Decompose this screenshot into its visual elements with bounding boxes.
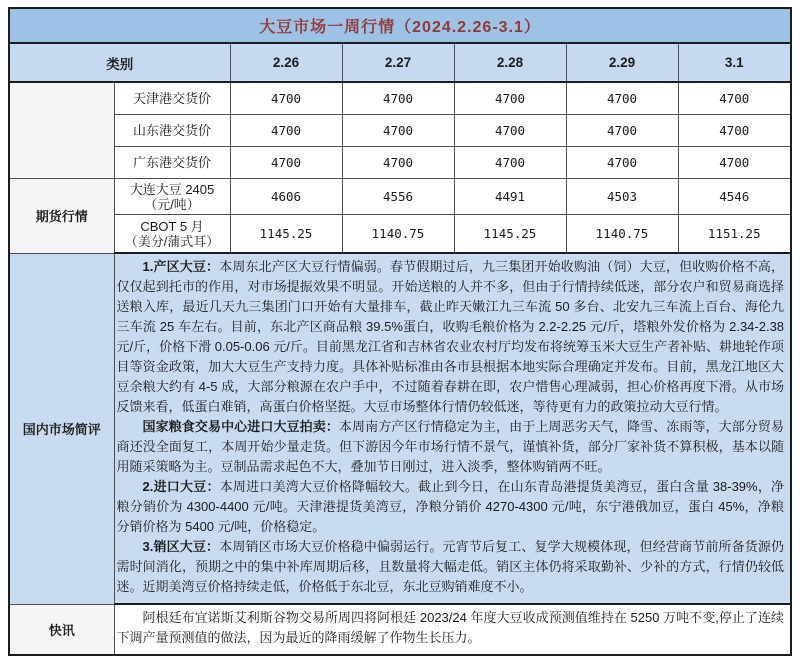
commentary-paragraph-3: [117, 477, 785, 537]
price-cell: 4606: [230, 179, 342, 215]
price-cell: 1151.25: [678, 215, 791, 254]
news-text-cell: [114, 604, 791, 655]
soybean-weekly-table: [8, 7, 792, 656]
paragraph-text: 本周销区市场大豆价格稳中偏弱运行。元宵节后复工、复学大规模体现，但经营商节前所备货源仍需时间消化，预期之中的集中补库周期后移，且数量将大幅走低。销区主体仍将采取勤补、少补的方式，行情仍较低迷。近期美湾豆价格持续走低，价格低于东北豆，东北豆购销难度不小。: [116, 539, 785, 594]
price-cell: 4556: [342, 179, 454, 215]
category-header: 类别: [9, 43, 230, 82]
price-cell: 4546: [678, 179, 791, 215]
price-cell: 4700: [342, 115, 454, 147]
price-cell: 1140.75: [566, 215, 678, 254]
date-header-4: 2.29: [566, 43, 678, 82]
row-label-guangdong: 广东港交货价: [114, 147, 230, 179]
table-row: [9, 82, 791, 115]
paragraph-lead: 国家粮食交易中心进口大豆拍卖：: [142, 419, 339, 434]
price-cell: 4700: [230, 82, 342, 115]
price-cell: 4700: [454, 82, 566, 115]
price-cell: 4700: [566, 82, 678, 115]
price-cell: 1145.25: [454, 215, 566, 254]
commentary-paragraph-4: [117, 537, 785, 597]
paragraph-text: 本周东北产区大豆行情偏弱。春节假期过后，九三集团开始收购油（饲）大豆，但收购价格不高，仅仅起到托市的作用，对市场提振效果不明显。开始送粮的人并不多，但由于行情持续低迷，部分农户和贸易商选择送粮入库，最近几天九三集团门口开始有大量排车，截止昨天嫩江九三车流 50 多台、北安九三车流上百台、海伦九三车流 25 车左右。目前，东北产区商品粮 39.5%蛋白，收购毛粮价格为 2.2-2.25 元/斤，塔粮外发价格为 2.34-2.38 元/斤，价格下滑 0.05-0.06 元/斤。目前黑龙江省和吉林省农业农村厅均发布将统筹玉米大豆生产者补贴、耕地轮作项目等资金政策，加大大豆生产支持力度。具体补贴标准由各市县根据本地实际合理确定并发布。目前，黑龙江地区大豆余粮大约有 4-5 成，大部分粮源在农户手中，不过随着春耕在即，农户惜售心理减弱，担心价格再度下滑。从市场反馈来看，低蛋白难销，高蛋白价格坚挺。大豆市场整体行情仍较低迷，等待更有力的政策拉动大豆行情。: [116, 259, 785, 414]
table-title: 大豆市场一周行情（2024.2.26-3.1）: [9, 8, 791, 43]
price-cell: 4700: [342, 147, 454, 179]
news-text: 阿根廷布宜诺斯艾利斯谷物交易所周四将阿根廷 2023/24 年度大豆收成预测值维持在 5250 万吨不变,停止了连续下调产量预测值的做法，因为最近的降雨缓解了作物生长压力。: [116, 610, 785, 645]
price-cell: 4700: [230, 147, 342, 179]
date-header-1: 2.26: [230, 43, 342, 82]
table-row: [9, 147, 791, 179]
price-cell: 4700: [678, 82, 791, 115]
price-cell: 1145.25: [230, 215, 342, 254]
row-label-shandong: 山东港交货价: [114, 115, 230, 147]
price-cell: 4700: [566, 147, 678, 179]
price-cell: 4700: [566, 115, 678, 147]
row-label-dalian: 大连大豆 2405 （元/吨）: [114, 179, 230, 215]
news-label: 快讯: [9, 604, 114, 655]
paragraph-lead: 2.进口大豆：: [142, 479, 220, 494]
paragraph-lead: 1.产区大豆：: [142, 259, 220, 274]
price-cell: 4700: [678, 115, 791, 147]
commentary-label: 国内市场简评: [9, 253, 114, 604]
price-cell: 4700: [678, 147, 791, 179]
price-cell: 4491: [454, 179, 566, 215]
table-row: [9, 115, 791, 147]
commentary-row: [9, 253, 791, 604]
news-row: [9, 604, 791, 655]
price-cell: 4503: [566, 179, 678, 215]
table-row: [9, 179, 791, 215]
date-header-5: 3.1: [678, 43, 791, 82]
table-row: [9, 215, 791, 254]
row-label-tianjin: 天津港交货价: [114, 82, 230, 115]
futures-group-label: 期货行情: [9, 179, 114, 254]
price-cell: 1140.75: [342, 215, 454, 254]
paragraph-text: 本周南方产区行情稳定为主，由于上周恶劣天气，降雪、冻雨等，大部分贸易商还没全面复工，本周开始少量走货。但下游因今年市场行情不景气，谨慎补货，部分厂家补货不算积极，基本以随用随采策略为主。豆制品需求起色不大，叠加节日刚过，进入淡季，整体购销两不旺。: [116, 419, 785, 474]
price-cell: 4700: [454, 115, 566, 147]
date-header-3: 2.28: [454, 43, 566, 82]
commentary-text: [114, 253, 791, 604]
paragraph-text: 本周进口美湾大豆价格降幅较大。截止到今日，在山东青岛港提货美湾豆，蛋白含量 38-39%，净粮分销价为 4300-4400 元/吨。天津港提货美湾豆，净粮分销价 4270-4300 元/吨，东宁港俄加豆，蛋白 45%，净粮分销价格为 5400 元/吨，价格稳定。: [116, 479, 785, 534]
empty-group-cell: [9, 82, 114, 179]
row-label-cbot: CBOT 5 月 （美分/蒲式耳）: [114, 215, 230, 254]
commentary-paragraph-1: [117, 257, 785, 417]
price-cell: 4700: [342, 82, 454, 115]
commentary-paragraph-2: [117, 417, 785, 477]
price-cell: 4700: [230, 115, 342, 147]
price-cell: 4700: [454, 147, 566, 179]
paragraph-lead: 3.销区大豆：: [142, 539, 220, 554]
date-header-2: 2.27: [342, 43, 454, 82]
